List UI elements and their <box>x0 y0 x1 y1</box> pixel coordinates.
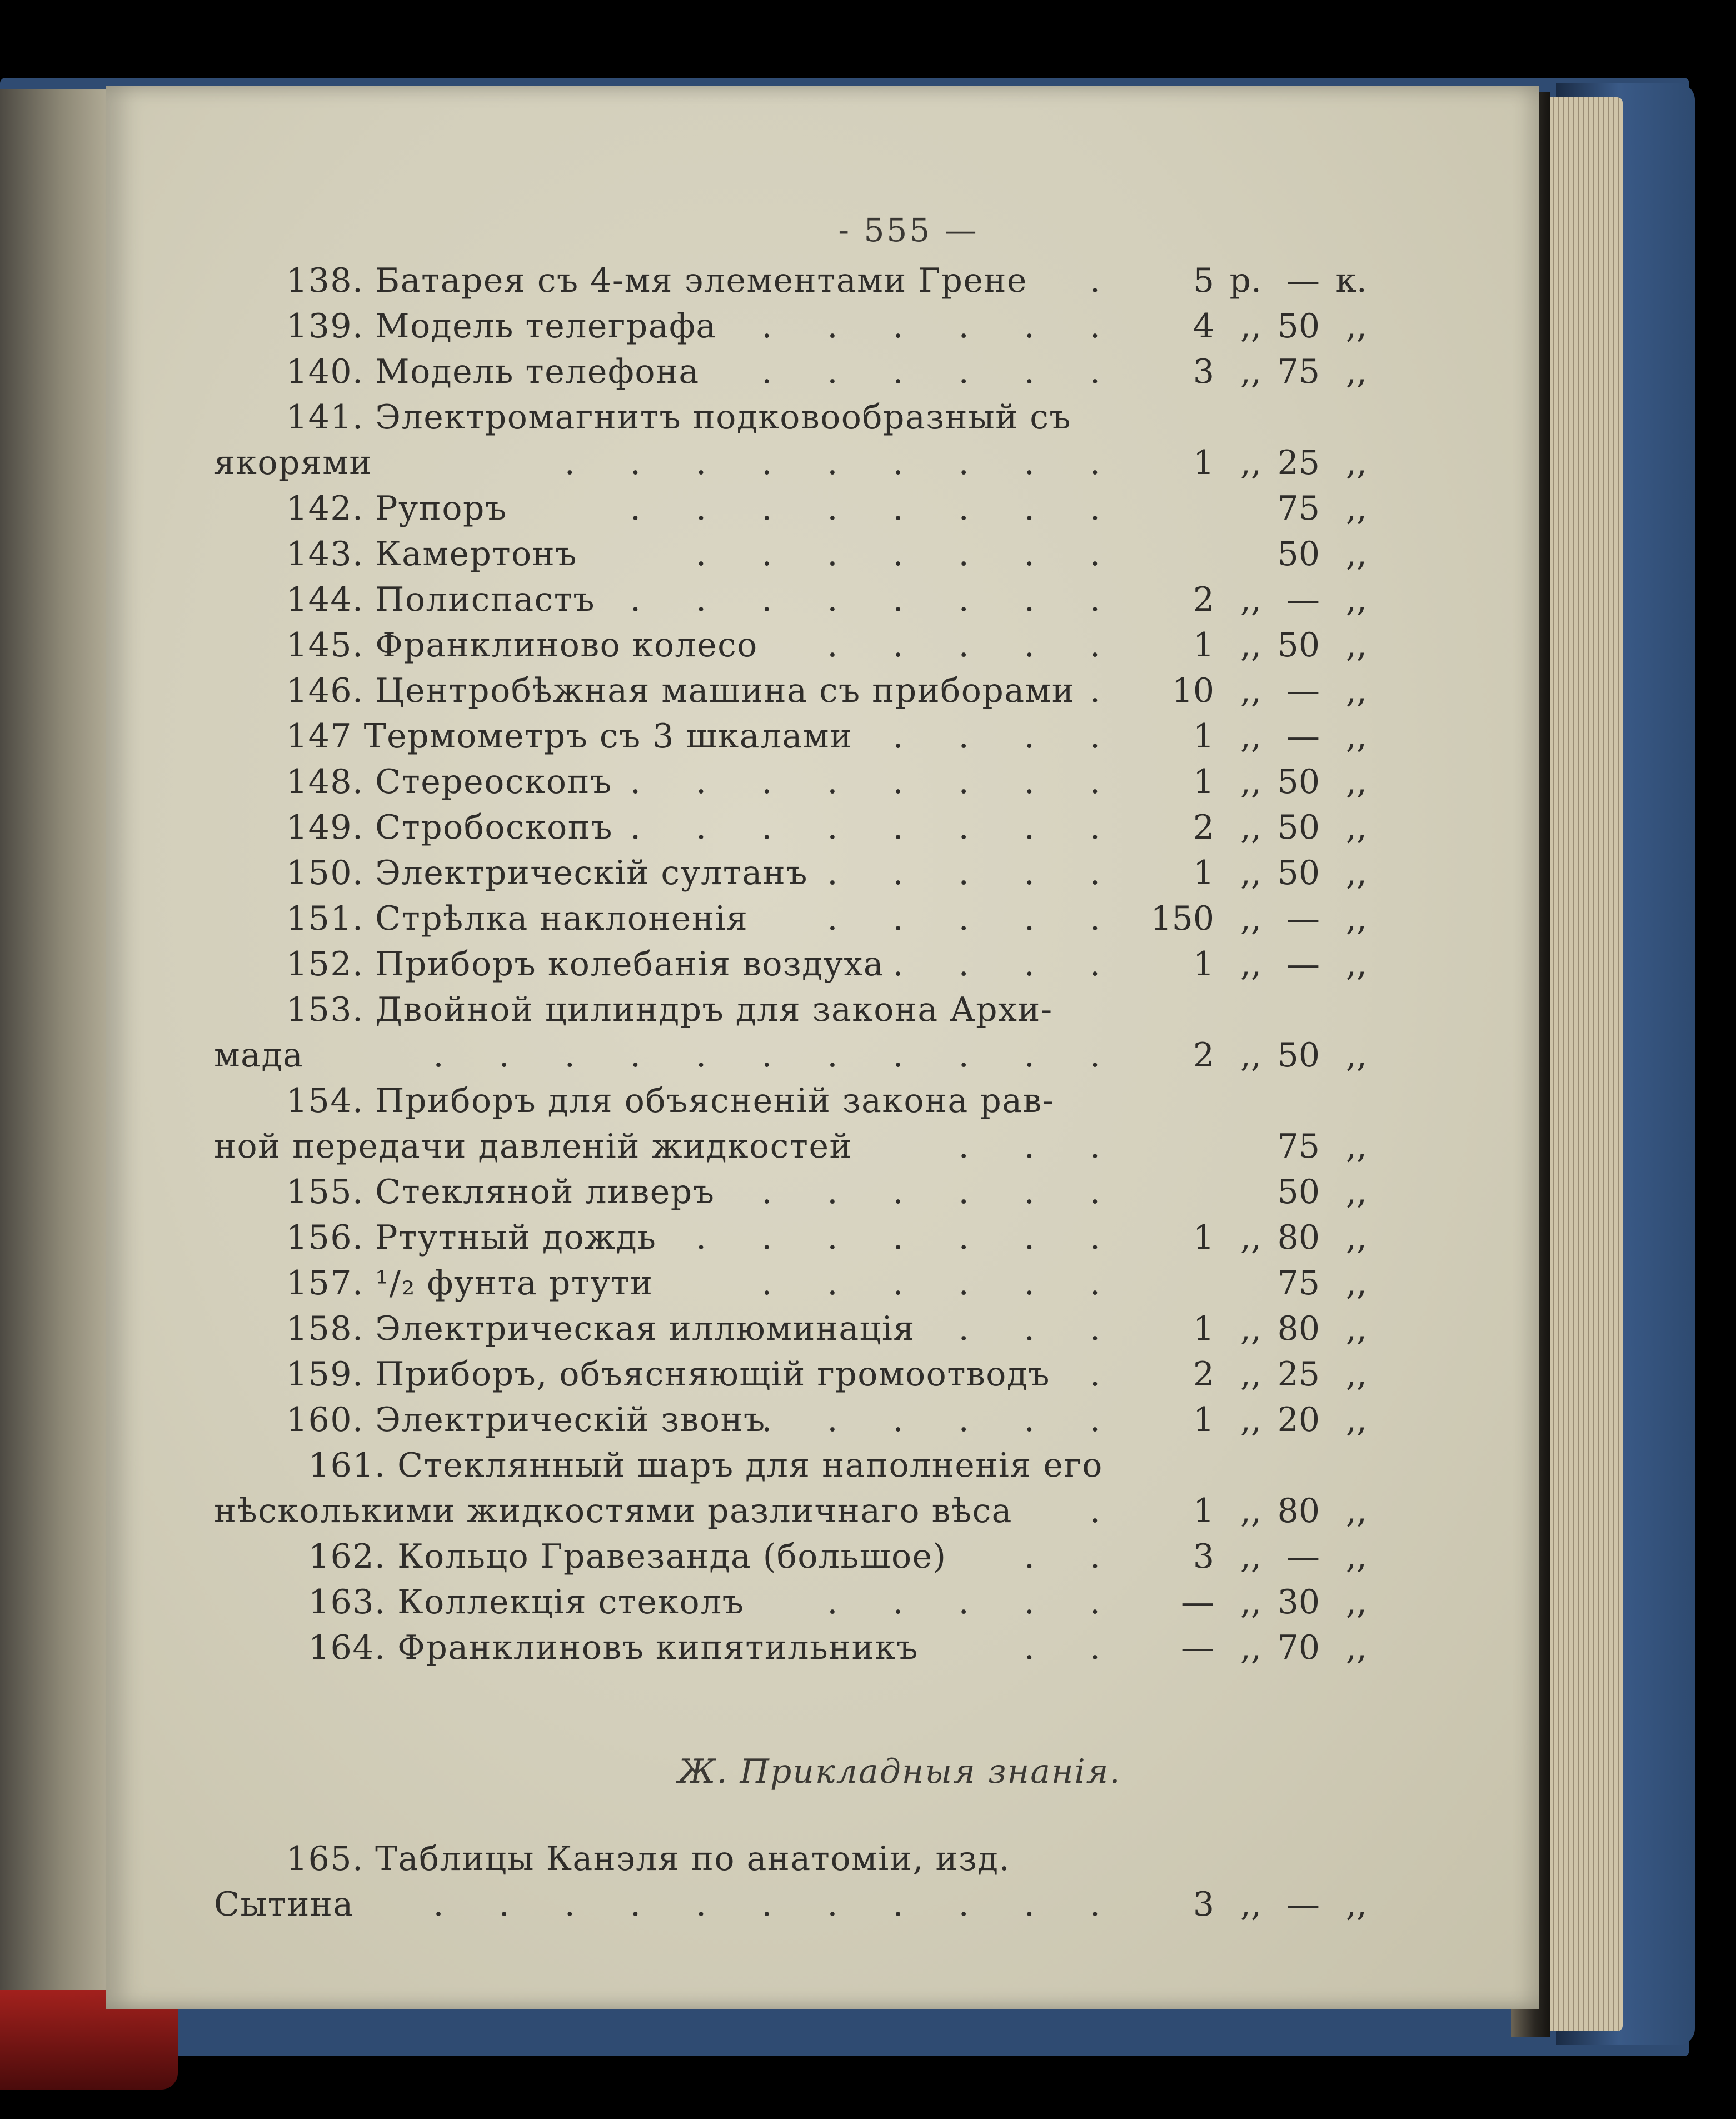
price-kopecks: — <box>1286 671 1320 710</box>
item-title: 154. Приборъ для объясненій закона рав- <box>286 1081 1055 1120</box>
price-rubles: 5 <box>1193 261 1214 300</box>
leader-dots: . . . . . . . . . . . <box>433 1036 1123 1075</box>
price-kopecks: 50 <box>1277 854 1320 893</box>
leader-dots: . . . . . . . . . <box>564 443 1123 482</box>
leader-dots: . . <box>1024 1537 1123 1576</box>
item-title: 147 Термометръ съ 3 шкалами <box>286 717 853 756</box>
price-unit: ,, <box>1345 1036 1367 1075</box>
price-kopecks: 50 <box>1277 762 1320 801</box>
price-rubles: 1 <box>1193 1492 1214 1530</box>
price-unit: ,, <box>1345 1355 1367 1394</box>
item-title: 161. Стеклянный шаръ для наполненія его <box>308 1446 1103 1485</box>
price-kopecks: — <box>1286 1537 1320 1576</box>
price-separator: ,, <box>1240 580 1261 619</box>
price-unit: ,, <box>1345 1309 1367 1348</box>
price-rubles: — <box>1181 1628 1214 1667</box>
item-title: 162. Кольцо Гравезанда (большое) <box>308 1537 947 1576</box>
price-rubles: 1 <box>1193 443 1214 482</box>
price-separator: р. <box>1229 261 1261 300</box>
facing-page-edge <box>0 89 111 2078</box>
price-kopecks: 50 <box>1277 808 1320 847</box>
price-rubles: 1 <box>1193 854 1214 893</box>
price-kopecks: 20 <box>1277 1400 1320 1439</box>
price-kopecks: 75 <box>1277 489 1320 528</box>
leader-dots: . <box>1089 261 1123 300</box>
price-separator: ,, <box>1240 1537 1261 1576</box>
price-separator: ,, <box>1240 626 1261 665</box>
price-unit: ,, <box>1345 1400 1367 1439</box>
leader-dots: . . . . . <box>827 626 1123 665</box>
leader-dots: . . . . . <box>827 1583 1123 1622</box>
price-separator: ,, <box>1240 1628 1261 1667</box>
price-unit: ,, <box>1345 307 1367 346</box>
leader-dots: . <box>1089 1355 1123 1394</box>
price-unit: ,, <box>1345 580 1367 619</box>
price-separator: ,, <box>1240 1218 1261 1257</box>
item-title: 148. Стереоскопъ <box>286 762 612 801</box>
item-title: 164. Франклиновъ кипятильникъ <box>308 1628 919 1667</box>
item-title: 143. Камертонъ <box>286 535 577 574</box>
price-unit: ,, <box>1345 1127 1367 1166</box>
price-separator: ,, <box>1240 671 1261 710</box>
price-unit: ,, <box>1345 854 1367 893</box>
leader-dots: . . . . . . . . <box>630 762 1123 801</box>
price-rubles: 1 <box>1193 945 1214 984</box>
price-separator: ,, <box>1240 1400 1261 1439</box>
item-title: 149. Стробоскопъ <box>286 808 613 847</box>
leader-dots: . . <box>1024 1628 1123 1667</box>
price-rubles: 1 <box>1193 1218 1214 1257</box>
price-kopecks: 80 <box>1277 1309 1320 1348</box>
price-rubles: 4 <box>1193 307 1214 346</box>
item-title: 139. Модель телеграфа <box>286 307 717 346</box>
item-title: 160. Электрическій звонъ <box>286 1400 766 1439</box>
price-kopecks: 75 <box>1277 1127 1320 1166</box>
price-separator: ,, <box>1240 1355 1261 1394</box>
item-title: 144. Полиспастъ <box>286 580 596 619</box>
price-kopecks: — <box>1286 899 1320 938</box>
price-kopecks: 70 <box>1277 1628 1320 1667</box>
price-unit: ,, <box>1345 671 1367 710</box>
price-kopecks: — <box>1286 1885 1320 1924</box>
price-unit: ,, <box>1345 1885 1367 1924</box>
price-unit: ,, <box>1345 1492 1367 1530</box>
item-title: 155. Стекляной ливеръ <box>286 1173 715 1211</box>
leader-dots: . . . . . . <box>761 1400 1123 1439</box>
item-title: якорями <box>214 443 372 482</box>
price-rubles: 10 <box>1171 671 1214 710</box>
price-kopecks: 75 <box>1277 1264 1320 1303</box>
item-title: 150. Электрическій султанъ <box>286 854 808 893</box>
price-kopecks: 75 <box>1277 352 1320 391</box>
price-kopecks: 50 <box>1277 1173 1320 1211</box>
item-title: 141. Электромагнитъ подковообразный съ <box>286 398 1072 437</box>
leader-dots: . . . . <box>892 1309 1123 1348</box>
price-rubles: 2 <box>1193 1355 1214 1394</box>
price-separator: ,, <box>1240 1309 1261 1348</box>
price-unit: ,, <box>1345 1218 1367 1257</box>
item-title: 156. Ртутный дождь <box>286 1218 657 1257</box>
item-title: 146. Центробѣжная машина съ приборами <box>286 671 1075 710</box>
item-title: 158. Электрическая иллюминація <box>286 1309 915 1348</box>
price-rubles: 150 <box>1150 899 1214 938</box>
item-title: 138. Батарея съ 4-мя элементами Грене <box>286 261 1027 300</box>
item-title: 159. Приборъ, объясняющій громоотводъ <box>286 1355 1050 1394</box>
price-unit: ,, <box>1345 489 1367 528</box>
leader-dots: . . . . . . <box>761 1173 1123 1211</box>
price-separator: ,, <box>1240 307 1261 346</box>
price-separator: ,, <box>1240 1036 1261 1075</box>
leader-dots: . . . . . . . . . . . <box>433 1885 1123 1924</box>
section-heading: Ж. Прикладныя знанія. <box>678 1752 1121 1791</box>
leader-dots: . . . . . . <box>761 1264 1123 1303</box>
book-page <box>106 86 1539 2009</box>
item-title: 140. Модель телефона <box>286 352 700 391</box>
item-title: 151. Стрѣлка наклоненія <box>286 899 749 938</box>
leader-dots: . . . . . . . . <box>630 808 1123 847</box>
price-kopecks: 25 <box>1277 1355 1320 1394</box>
item-title: 145. Франклиново колесо <box>286 626 758 665</box>
price-separator: ,, <box>1240 945 1261 984</box>
price-unit: ,, <box>1345 352 1367 391</box>
price-unit: ,, <box>1345 535 1367 574</box>
price-unit: ,, <box>1345 1583 1367 1622</box>
price-unit: ,, <box>1345 717 1367 756</box>
price-separator: ,, <box>1240 899 1261 938</box>
leader-dots: . <box>1089 1492 1123 1530</box>
item-title: ной передачи давленій жидкостей <box>214 1127 852 1166</box>
price-rubles: 3 <box>1193 1885 1214 1924</box>
price-rubles: 3 <box>1193 1537 1214 1576</box>
page-stack-edge <box>1539 97 1623 2031</box>
item-title: 153. Двойной цилиндръ для закона Архи- <box>286 990 1053 1029</box>
price-separator: ,, <box>1240 1492 1261 1530</box>
price-unit: ,, <box>1345 808 1367 847</box>
price-kopecks: 80 <box>1277 1492 1320 1530</box>
price-rubles: 2 <box>1193 1036 1214 1075</box>
leader-dots: . . . . <box>892 717 1123 756</box>
leader-dots: . <box>1089 671 1123 710</box>
price-rubles: 3 <box>1193 352 1214 391</box>
price-unit: ,, <box>1345 945 1367 984</box>
price-separator: ,, <box>1240 1583 1261 1622</box>
item-title: Сытина <box>214 1885 354 1924</box>
price-rubles: 1 <box>1193 762 1214 801</box>
price-kopecks: 30 <box>1277 1583 1320 1622</box>
price-separator: ,, <box>1240 352 1261 391</box>
price-kopecks: 50 <box>1277 1036 1320 1075</box>
price-separator: ,, <box>1240 717 1261 756</box>
item-title: нѣсколькими жидкостями различнаго вѣса <box>214 1492 1012 1530</box>
leader-dots: . . . . . . . <box>696 535 1123 574</box>
item-title: мада <box>214 1036 304 1075</box>
item-title: 165. Таблицы Канэля по анатоміи, изд. <box>286 1839 1011 1878</box>
leader-dots: . . . . . <box>827 854 1123 893</box>
price-kopecks: 50 <box>1277 535 1320 574</box>
price-rubles: 1 <box>1193 717 1214 756</box>
price-rubles: 2 <box>1193 808 1214 847</box>
leader-dots: . . . . . . <box>761 307 1123 346</box>
price-rubles: — <box>1181 1583 1214 1622</box>
page-number: - 555 — <box>838 211 979 249</box>
price-kopecks: — <box>1286 717 1320 756</box>
price-unit: ,, <box>1345 1173 1367 1211</box>
price-separator: ,, <box>1240 443 1261 482</box>
price-unit: ,, <box>1345 1537 1367 1576</box>
leader-dots: . . . . . . . . <box>630 489 1123 528</box>
price-unit: ,, <box>1345 1264 1367 1303</box>
price-kopecks: 25 <box>1277 443 1320 482</box>
price-unit: ,, <box>1345 626 1367 665</box>
price-rubles: 1 <box>1193 1309 1214 1348</box>
price-separator: ,, <box>1240 1885 1261 1924</box>
item-title: 142. Рупоръ <box>286 489 507 528</box>
leader-dots: . . . . <box>892 945 1123 984</box>
price-kopecks: 50 <box>1277 626 1320 665</box>
item-title: 163. Коллекція стеколъ <box>308 1583 745 1622</box>
leader-dots: . . . . . . . <box>696 1218 1123 1257</box>
price-kopecks: — <box>1286 261 1320 300</box>
leader-dots: . . . . . . . . <box>630 580 1123 619</box>
price-rubles: 1 <box>1193 1400 1214 1439</box>
price-separator: ,, <box>1240 854 1261 893</box>
price-kopecks: — <box>1286 580 1320 619</box>
price-unit: ,, <box>1345 762 1367 801</box>
price-kopecks: 80 <box>1277 1218 1320 1257</box>
price-unit: ,, <box>1345 1628 1367 1667</box>
price-rubles: 2 <box>1193 580 1214 619</box>
item-title: 152. Приборъ колебанія воздуха <box>286 945 885 984</box>
leader-dots: . . . . . . <box>761 352 1123 391</box>
price-unit: ,, <box>1345 443 1367 482</box>
price-unit: ,, <box>1345 899 1367 938</box>
price-separator: ,, <box>1240 808 1261 847</box>
price-separator: ,, <box>1240 762 1261 801</box>
price-unit: к. <box>1335 261 1367 300</box>
item-title: 157. ¹/₂ фунта ртути <box>286 1264 654 1303</box>
price-kopecks: 50 <box>1277 307 1320 346</box>
price-rubles: 1 <box>1193 626 1214 665</box>
leader-dots: . . . <box>958 1127 1123 1166</box>
price-kopecks: — <box>1286 945 1320 984</box>
leader-dots: . . . . . <box>827 899 1123 938</box>
